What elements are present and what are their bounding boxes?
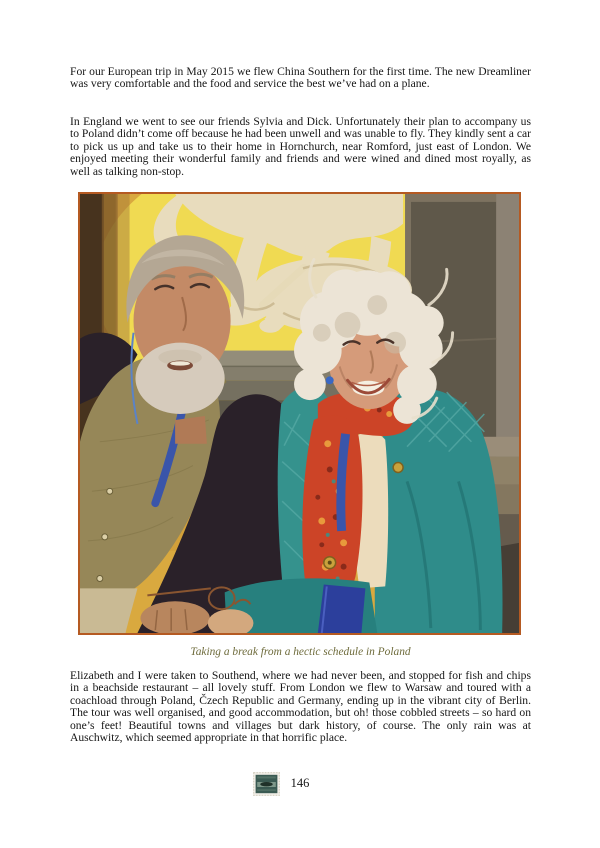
paragraph-england-visit: In England we went to see our friends Sylvia and Dick. Unfortunately their plan to accompany us to Poland didn’t come off because he had been unwell and was unable to fly. They kindly sent a car to pick us up and take us to their home in Hornchurch, near Romford, just east of London. We enjoyed meeting their wonderful family and friends and were wined and dined most royally, as well as talking non-stop. <box>70 115 531 178</box>
paragraph-poland-tour: Elizabeth and I were taken to Southend, where we had never been, and stopped for fish and chips in a beachside restaurant – all lovely stuff. From London we flew to Warsaw and toured with a coachload through Poland, Čzech Republic and Germany, ending up in the vibrant city of Berlin. The tour was well organised, and good accommodation, but oh! those cobbled streets – so hard on one’s feet! Beautiful towns and villages but dark history, of course. The only rain was at Auschwitz, which seemed appropriate in that horrific place. <box>70 669 531 745</box>
paragraph-china-southern: For our European trip in May 2015 we flew China Southern for the first time. The new Dreamliner was very comfortable and the food and service the best we’ve had on a plane. <box>70 65 531 91</box>
couple-photo-illustration <box>80 194 519 633</box>
photo-couple-in-poland <box>78 192 521 635</box>
photo-caption: Taking a break from a hectic schedule in Poland <box>190 646 411 658</box>
page-number: 146 <box>290 776 310 790</box>
